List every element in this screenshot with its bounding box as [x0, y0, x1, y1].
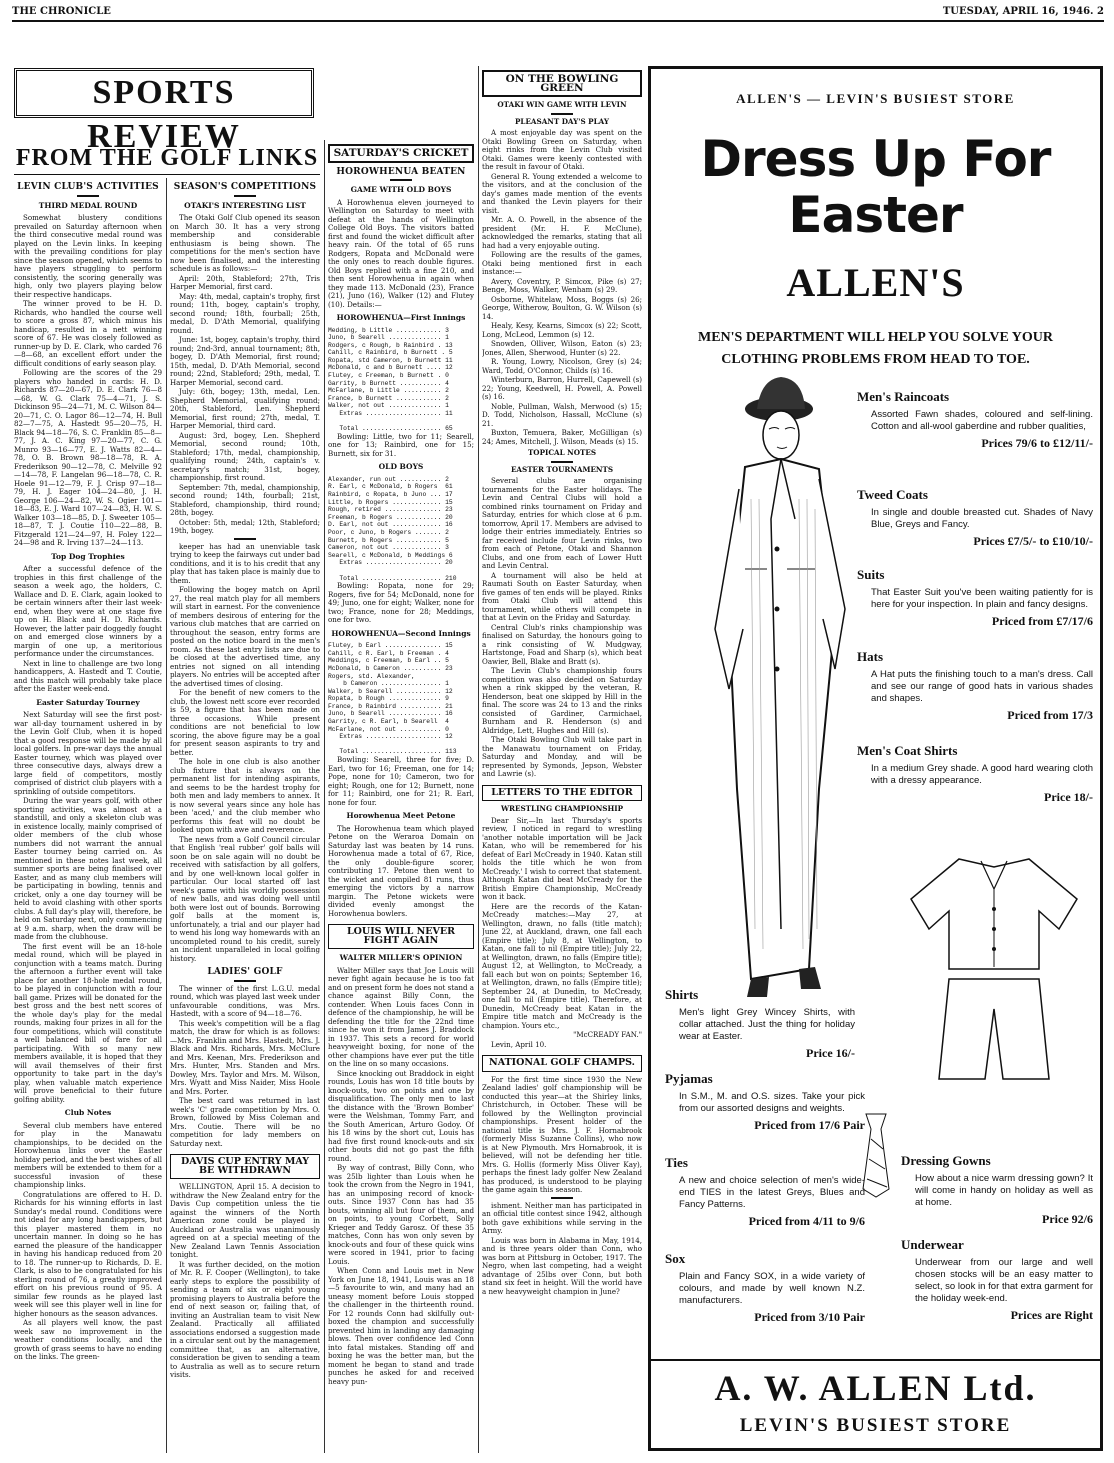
top-dog-heading: Top Dog Trophies — [51, 551, 125, 561]
article-paragraph: October: 5th, medal; 12th, Stableford; 19th, bogey. — [170, 517, 320, 535]
masthead-rule — [12, 20, 1104, 22]
result-line: Snowden, Olliver, Wilson, Eaton (s) 23; Jones, Allen, Sherwood, Hunter (s) 22. — [482, 339, 642, 357]
cricket-heading: SATURDAY'S CRICKET — [328, 144, 474, 163]
ad-item-title: Tweed Coats — [857, 487, 928, 502]
golf-levin-column — [14, 178, 162, 1453]
issue-date: TUESDAY, APRIL 16, 1946. 2 — [942, 6, 1104, 17]
letters-heading: LETTERS TO THE EDITOR — [482, 785, 642, 802]
ad-item-underwear — [901, 1239, 1093, 1321]
article-paragraph: The Horowhenua team which played Petone on the Weraroa Domain on Saturday last was beaten by 14 runs. Horowhenua made a total of 67, Rice, the only double-figure scorer, contributing 17. Petone then went to the wicket and compiled 81 runs, thus emerging the victors by a narrow margin. The Petone wickets were divided evenly amongst the Horowhenua bowlers. — [328, 823, 474, 918]
bowling-figures: Bowling: Searell, three for five; D. Earl, two for 16; Freeman, one for 14; Pope, none for 10; Cameron, two for eight; Rough, one for 12; Burnett, none for 11; Rainbird, one for 21; R. Earl, none for four. — [328, 755, 474, 807]
allens-advertisement — [648, 66, 1103, 1451]
ad-item-desc: How about a nice warm dressing gown? It will come in handy on holiday as well as at home. — [915, 1173, 1093, 1208]
article-paragraph: A tournament will also be held at Raumati South on Easter Saturday, when five games of ten ends will be played. Rinks from Otaki Club will attend this tournament, while others will compete in that at Levin on the Friday and Saturday. — [482, 570, 642, 622]
article-paragraph: A most enjoyable day was spent on the Otaki Bowling Green on Saturday, when eight rinks from the Levin Club visited Otaki. Games were keenly contested with the result in favour of Otaki. — [482, 128, 642, 171]
ad-item-price: Prices £7/5/- to £10/10/- — [973, 534, 1093, 548]
ad-banner: ALLEN'S — LEVIN'S BUSIEST STORE — [736, 91, 1015, 106]
article-paragraph: The first event will be an 18-hole medal round, which will be played in conjunction with a teams match. During the afternoon a further event will take place for another 18-hole medal round, to be played in conjunction with a four ball game. Prizes will be donated for the best gross and the best nett scores of the whole day's play for the medal rounds, making four prizes in all for the four competitions, which will constitute a well balanced bill of fare for all participating. With so many new members available, it is hoped that they will avail themselves of their first opportunity to take part in the day's play, when valuable match experience will prove beneficial to their future golfing ability. — [14, 941, 162, 1104]
raincoat-man-illustration — [659, 369, 859, 1009]
ad-item-price: Prices are Right — [1010, 1308, 1093, 1322]
ad-item-dressing-gowns — [901, 1155, 1093, 1225]
pyjamas-illustration — [899, 849, 1089, 1089]
ad-item-title: Shirts — [665, 987, 699, 1002]
article-paragraph: By way of contrast, Billy Conn, who was 25lb lighter than Louis when he took the crown from the Negro in 1941, has an unimposing record of knock-outs. Since 1937 Conn has had 35 bouts, winning all but four of them, and on points, to young Corbett, Solly Krieger and Teddy Garosz. Of these 35 matches, Conn has won only seven by knock-outs and four of these quick wins were scored in 1941, prior to facing Louis. — [328, 1163, 474, 1266]
ad-item-title: Men's Raincoats — [857, 389, 950, 404]
result-line: Osborne, Whitelaw, Moss, Boggs (s) 26; George, Witherow, Boulton, G. W. Wilson (s) 14. — [482, 294, 642, 321]
ad-item-desc: In single and double breasted cut. Shades of Navy Blue, Greys and Fancy. — [871, 507, 1093, 530]
ad-item-suits — [857, 569, 1093, 627]
article-paragraph: Somewhat blustery conditions prevailed on Saturday afternoon when the third consecutive medal round was played on the Levin links. In keeping with the prevailing conditions for play since the season opened, which seems to have players struggling to perform consistently, the scoring generally was high, only two players playing below their respective handicaps. — [14, 213, 162, 299]
ad-item-price: Price 18/- — [1044, 790, 1093, 804]
scorecard-first-innings: Medding, b Little ............ 3 Juno, b Searell .............. 1 Rodgers, c Rough, b Rainbird . 13 Cahill, c Rainbird, b Burnett . 5 Ropata, std Cameron, b Burnett 11 McDonald, c and b Burnett .... 12 Flutey, c Freeman, b Burnett . 0 Garrity, b Burnett ........... 4 McFarlane, b Little .......... 2 France, b Burnett ............ 2 Walker, not out .............. 1 Extras .................... 11 Total ..................... 65 — [328, 326, 453, 433]
ad-item-ties — [665, 1157, 865, 1227]
article-paragraph: Walter Miller says that Joe Louis will never fight again because he is too fat and on present form he does not stand a chance against Billy Conn, the contender. When Louis faces Conn in defence of the championship, he will be defending the title for the 22nd time since he won it from James J. Braddock in 1937. This sets a record for world heavyweight boxing, for none of the other champions have ever put the title on the line on so many occasions. — [328, 965, 474, 1069]
golf-heading: FROM THE GOLF LINKS — [15, 145, 319, 171]
article-paragraph: Congratulations are offered to H. D. Richards for his winning efforts in last Sunday's medal round. Conditions were not ideal for any long handicappers, but this player mastered them in no uncertain manner. In doing so he has earned the pleasure of the handicapper in having his handicap reduced from 20 to 18. The runner-up to Richards, D. E. Clark, is also to be congratulated for his sterling round of 76, a greatly improved effort on his previous round of 95. A similar few rounds as he played last week will see this player well in line for higher honours as the season advances. — [14, 1189, 162, 1318]
article-paragraph: Louis was born in Alabama in May, 1914, and is three years older than Conn, who was born at Pittsburg in October, 1917. The Negro, when last competing, had a weight advantage of 25lbs over Conn, but both stand six feet in height. Will the world have a new heavyweight champion in June? — [482, 1235, 642, 1296]
article-paragraph: The winner proved to be H. D. Richards, who handled the course well to score a gross 87, which minus his handicap, resulted in a nett winning score of 67. He was closely followed as runner-up by D. E. Clark, who carded 76—8—68, an excellent effort under the difficult conditions of early season play. — [14, 299, 162, 368]
club-notes-heading: Club Notes — [64, 1108, 112, 1117]
article-paragraph: The best card was returned in last week's 'C' grade competition by Mrs. O. Brown, followed by Miss Coleman and Mrs. Coutie. There will be no competition for lady members on Saturday next. — [170, 1096, 320, 1148]
scorecard-second-innings: Flutey, b Earl ............... 15 Cahill, c R. Earl, b Freeman . 4 Meddings, c Freeman, b Earl .. 5 McDonald, b Cameron .......... 23 Rogers, std. Alexander, b Cameron ................ 1 Walker, b Searell ............ 12 Ropata, b Rough .............. 9 France, b Rainbird ........... 21 Juno, b Searell .............. 16 Garrity, c R. Earl, b Searell 4 McFarlane, not out ........... 0 Extras .................... 12 Total ..................... 113 — [328, 642, 457, 756]
old-boys-game-heading: GAME WITH OLD BOYS — [350, 185, 452, 194]
result-line: Avery, Coventry, P. Simcox, Pike (s) 27; Benge, Moss, Walker, Wenham (s) 29. — [482, 276, 642, 294]
otaki-win-heading: OTAKI WIN GAME WITH LEVIN — [497, 100, 627, 109]
easter-tourney-heading: Easter Saturday Tourney — [36, 697, 140, 707]
article-paragraph: A Horowhenua eleven journeyed to Wellington on Saturday to meet with defeat at the hands of Wellington College Old Boys. The visitors batted first and found the wicket difficult after heavy rain. Of the total of 65 runs Rodgers, Ropata and McDonald were the only ones to reach double figures. Old Boys replied with a fine 210, and then sent Horowhenua in again when they made 113. McDonald (23), France (21), Juno (16), Walker (12) and Flutey (10). Details:— — [328, 197, 474, 309]
ad-item-price: Priced from 17/6 Pair — [754, 1118, 865, 1132]
divider — [77, 195, 99, 197]
result-line: R. Young, Lowry, Nicolson, Grey (s) 24; Ward, Todd, O'Connor, Childs (s) 16. — [482, 357, 642, 375]
ad-item-price: Price 16/- — [806, 1046, 855, 1060]
article-paragraph: Mr. A. O. Powell, in the absence of the president (Mr. H. F. McClune), acknowledged the remarks, stating that all had had a very enjoyable outing. — [482, 215, 642, 250]
article-paragraph: Next Saturday will see the first post-war all-day tournament ushered in by the Levin Golf Club, when it is hoped that a good response will be made by all local golfers. In pre-war days the annual Easter tourney, which was played over three consecutive days, always drew a large field of competitors, mostly comprised of district club players with a sprinkling of outside competitors. — [14, 710, 162, 796]
ad-headline: Dress Up For Easter — [700, 130, 1051, 244]
result-line: Buxton, Temuera, Baker, McGilligan (s) 24; Ames, Mitchell, J. Wilson, Meads (s) 15. — [482, 428, 642, 446]
article-paragraph: July: 6th, bogey; 13th, medal, Len. Shepherd Memorial, qualifying round; 20th, Stableford, Len. Shepherd Memorial, first round; 27th, medal, T. Harper Memorial, third card. — [170, 387, 320, 430]
letter-place: Levin, April 10. — [491, 1039, 547, 1049]
golf-heading-rule — [14, 174, 320, 175]
national-golf-heading: NATIONAL GOLF CHAMPS. — [482, 1055, 642, 1072]
ad-item-coat-shirts — [857, 745, 1093, 803]
column-rule — [166, 178, 167, 1453]
bowling-figures: Bowling: Ropata, none for 29; Rogers, five for 54; McDonald, none for 49; Juno, one for eight; Walker, none for two; France, none for 28; Meddings, one for two. — [328, 581, 474, 625]
ad-item-price: Priced from £7/17/6 — [991, 614, 1093, 628]
easter-tournaments-heading: EASTER TOURNAMENTS — [510, 464, 614, 474]
ad-brand: ALLEN'S — [786, 260, 965, 305]
article-paragraph: The Otaki Bowling Club will take part in the Manawatu tournament on Friday, Saturday and Monday, and will be represented by Symonds, Jepson, Webster and Lawrie (s). — [482, 735, 642, 778]
column-rule — [478, 66, 479, 1453]
otaki-list-heading: OTAKI'S INTERESTING LIST — [184, 200, 306, 210]
article-paragraph: During the war years golf, with other sporting activities, was almost at a standstill, and only a skeleton club was in existence locally, mainly comprised of older members of the club whose numbers did not warrant the annual Easter tourney being carried on. As mentioned in these notes last week, all summer sports are being finalised over Easter, and as many club members will be participating in bowling, tennis and cricket, only a one day tourney will be held to avoid clashing with other sports clubs. A full day's play will, therefore, be held on Saturday next, only commencing at 9 a.m. sharp, when the draw will be made from the clubhouse. — [14, 796, 162, 941]
ad-company-rule — [651, 1359, 1100, 1361]
horowhenua-beaten-heading: HOROWHENUA BEATEN — [336, 166, 466, 177]
article-paragraph: The winner of the first L.G.U. medal round, which was played last week under unfavourable conditions, was Mrs. Hastedt, with a score of 94—18—76. — [170, 983, 320, 1018]
ad-item-price: Prices 79/6 to £12/11/- — [981, 436, 1093, 450]
old-boys-heading: OLD BOYS — [378, 462, 424, 472]
ad-company-slogan: LEVIN'S BUSIEST STORE — [739, 1415, 1012, 1436]
ad-item-price: Priced from 4/11 to 9/6 — [748, 1214, 865, 1228]
ad-item-desc: In a medium Grey shade. A good hard wearing cloth with a dressy appearance. — [871, 763, 1093, 786]
topical-notes-heading: TOPICAL NOTES — [527, 448, 597, 457]
season-competitions-heading: SEASON'S COMPETITIONS — [173, 182, 317, 192]
column-rule — [324, 140, 325, 1453]
ad-company-name: A. W. ALLEN Ltd. — [714, 1368, 1037, 1408]
sports-review-title: SPORTS REVIEW — [14, 68, 314, 118]
article-paragraph: Central Club's rinks championship was finalised on Saturday, the honours going to a rink consisting of W. Mudgway, Hartstonge, Foad and Sharp (s), which beat Oawier, Bell, Blake and Bratt (s). — [482, 622, 642, 666]
article-paragraph: General R. Young extended a welcome to the visitors, and at the conclusion of the day's games made mention of the events and thanked the Levin players for their visit. — [482, 171, 642, 215]
levin-club-heading: LEVIN CLUB'S ACTIVITIES — [17, 182, 159, 192]
ad-item-desc: That Easter Suit you've been waiting patiently for is here for your inspection. In plain and fancy designs. — [871, 587, 1093, 610]
ad-item-title: Underwear — [901, 1237, 964, 1252]
article-paragraph: Following are the scores of the 29 players who handed in cards: H. D. Richards 87—20—67, D. E. Clark 76—8—68, W. G. Clark 75—4—71, J. S. Dickinson 95—24—71, M. C. Wilson 84—20—71, C. O. Lagor 86—12—74, H. Bull 82—7—75, A. Hastedt 95—20—75, H. Black 94—18—76, S. C. Franklin 85—8—77, J. A. C. King 97—20—77, C. G. Munro 93—16—77, E. J. Watts 82—4—78, O. B. Brown 98—18—78, R. A. Frederikson 90—12—78, C. Melville 92—14—78, F. Langelan 96—18—78, C. R. Hoele 91—12—79, F. J. Crisp 97—18—79, H. J. Eager 104—24—80, J. H. George 106—24—82, W. S. Ogier 101—18—83, E. J. Ward 107—24—83, H. W. S. Walker 103—18—85, D. J. Sweeter 105—18—87, T. J. Coutie 110—22—88, B. Fitzgerald 121—24—97, H. Foley 122—24—98 and R. Irving 137—24—113. — [14, 368, 162, 547]
article-paragraph: Next in line to challenge are two long handicappers, A. Hastedt and T. Coutie, and this match will probably take place after the Easter week-end. — [14, 658, 162, 693]
divider — [551, 113, 573, 115]
article-paragraph: The Otaki Golf Club opened its season on March 30. It has a very strong membership and considerable enthusiasm is being shown. The competitions for the men's section have now been finalised, and the interesting schedule is as follows:— — [170, 213, 320, 273]
bowling-heading: ON THE BOWLING GREEN — [482, 70, 642, 97]
article-paragraph: Several club members have entered for play in the Manawatu championships, to be decided on the Horowhenua links over the Easter holiday period, and the best wishes of all members will be extended to them for a successful invasion of these championship links. — [14, 1120, 162, 1189]
article-paragraph: September: 7th, medal, championship, second round; 14th, fourball; 21st, Stableford, championship, third round; 28th, bogey. — [170, 482, 320, 517]
result-line: Noble, Pullman, Walsh, Merwood (s) 15; D. Todd, Nicholson, Hassall, McClune (s) 21. — [482, 401, 642, 428]
ad-item-pyjamas — [665, 1073, 865, 1131]
article-paragraph: Several clubs are organising tournaments for the Easter holidays. The Levin and Central Clubs will hold a combined rinks tournament on Friday and Saturday, entries for which close at 6 p.m. tomorrow, April 17. Members are advised to lodge their entries immediately. Entries so far received include four Levin rinks, two from each of Petone, Otaki and Shannon Clubs, and one from each of Lower Hutt and Levin Central. — [482, 476, 642, 570]
ad-item-price: Priced from 3/10 Pair — [754, 1310, 865, 1324]
ad-item-desc: Underwear from our large and well chosen stocks will be an easy matter to select, so look in for that extra garment for the holiday week-end. — [915, 1257, 1093, 1304]
ad-item-raincoats — [857, 391, 1093, 449]
paper-name: THE CHRONICLE — [12, 6, 111, 17]
ad-item-title: Hats — [857, 649, 883, 664]
article-paragraph: keeper has had an unenviable task trying to keep the fairways cut under bad conditions, and it is to his credit that any play that has taken place is mainly due to them. — [170, 541, 320, 585]
masthead — [12, 6, 1104, 20]
second-innings-heading: HOROWHENUA—Second Innings — [331, 628, 471, 638]
article-paragraph: WELLINGTON, April 15. A decision to withdraw the New Zealand entry for the Davis Cup competition unless the tie against the winners of the North American zone could be played in Auckland or Australia was unanimously agreed on at a special meeting of the New Zealand Lawn Tennis Association tonight. — [170, 1182, 320, 1259]
ad-item-tweed-coats — [857, 489, 1093, 547]
page-number: 2 — [1097, 6, 1104, 17]
article-paragraph: Since knocking out Braddock in eight rounds, Louis has won 18 title bouts by knock-outs, two on points and one by disqualification. The only men to last the distance with the 'Brown Bomber' were the Welshman, Tommy Farr, and the South American, Arturo Godoy. Of his 18 wins by the short cut, Louis has had five first round knock-outs and six other bouts did not go past the fifth round. — [328, 1068, 474, 1163]
article-paragraph: ishment. Neither man has participated in an official title contest since 1942, although both gave exhibitions while serving in the Army. — [482, 1200, 642, 1235]
letter-signature: "McCREADY FAN." — [573, 1030, 642, 1039]
ad-item-desc: Plain and Fancy SOX, in a wide variety of colours, and made by well known N.Z. manufacturers. — [679, 1271, 865, 1306]
article-paragraph: It was further decided, on the motion of Mr. R. F. Cooper (Wellington), to take early steps to explore the possibility of sending a team of six or eight young promising players to Australia before the end of next season or, failing that, of inviting an Australian team to visit New Zealand. Practically all affiliated associations endorsed a suggestion made in a circular sent out by the management committee that, as an alternative, consideration be given to sending a team to Australia as well as to secure return visits. — [170, 1259, 320, 1379]
article-paragraph: May: 4th, medal, captain's trophy, first round; 11th, bogey, captain's trophy, second round; 18th, fourball; 25th, medal, D. D'Ath Memorial, qualifying round. — [170, 291, 320, 335]
bowling-column — [482, 66, 642, 1453]
article-paragraph: After a successful defence of the trophies in this first challenge of the season a week ago, the holders, C. Wallace and D. E. Clark, again looked to be certain winners after their last week-end, when they were at one stage five up on H. Black and H. D. Richards. However, the latter pair doggedly fought on and emerged close winners by a margin of one up, a meritorious performance under the circumstances. — [14, 564, 162, 658]
article-paragraph: August: 3rd, bogey, Len. Shepherd Memorial, second round; 10th, Stableford; 17th, medal, championship, qualifying round; 24th, captain's v. secretary's match; 31st, bogey, championship, first round. — [170, 430, 320, 482]
ad-item-title: Ties — [665, 1155, 688, 1170]
petone-heading: Horowhenua Meet Petone — [346, 811, 456, 821]
ad-item-hats — [857, 651, 1093, 721]
article-paragraph: The news from a Golf Council circular that English 'real rubber' golf balls will soon be on sale again will no doubt be received with satisfaction by all golfers, and by one well-known local golfer in particular. Our local started off last week's game with his worldly possession of new balls, and was doing well until both were lost out of bounds. Borrowing golf balls at the moment is, unfortunately, a trial and our player had to wend his long way homewards with an uncompleted round to his credit, surely an incident unparalleled in local golfing history. — [170, 834, 320, 963]
ad-item-title: Men's Coat Shirts — [857, 743, 958, 758]
ad-item-desc: Assorted Fawn shades, coloured and self-lining. Cotton and all-wool gaberdine and rubber qualities, — [871, 409, 1093, 432]
ad-item-title: Sox — [665, 1251, 686, 1266]
ad-item-desc: A new and choice selection of men's wide-end TIES in the latest Greys, Blues and Fancy Patterns. — [679, 1175, 865, 1210]
article-paragraph: As all players well know, the past week saw no improvement in the weather conditions locally, and the growth of grass seems to have no ending on the links. The green- — [14, 1318, 162, 1361]
ad-item-title: Suits — [857, 567, 885, 582]
golf-otaki-column — [170, 178, 320, 1453]
divider — [551, 1197, 573, 1199]
wrestling-heading: WRESTLING CHAMPIONSHIP — [500, 804, 624, 813]
article-paragraph: Following the bogey match on April 27, the real match play for all members will start in earnest. For the convenience of members desirous of entering for the various club matches that are carried on throughout the season, entry forms are posted on the notice board in the men's room. As these last entry lists are due to be closed at the advertised time, any entries not signed on all intending players. No entries will be accepted after the advertised times of closing. — [170, 585, 320, 688]
article-paragraph: June: 1st, bogey, captain's trophy, third round; 2nd-3rd, annual tournament; 8th, bogey, D. D'Ath Memorial, first round; 15th, medal, D. D'Ath Memorial, second round; 22nd, Stableford; 29th, medal, T. Harper Memorial, second card. — [170, 335, 320, 387]
louis-heading: LOUIS WILL NEVER FIGHT AGAIN — [328, 924, 474, 949]
article-paragraph: When Conn and Louis met in New York on June 18, 1941, Louis was an 18—5 favourite to win, and many had an uneasy moment before Louis stopped the challenger in the thirteenth round. For 12 rounds Conn had skilfully out-boxed the champion and successfully prevented him in landing any damaging blows. Then over confidence led Conn into fatal mistakes. Standing off and boxing he was the better man, but the moment he began to stand and trade punches he asked for and received heavy pun- — [328, 1266, 474, 1386]
article-paragraph: The hole in one club is also another club fixture that is always on the permanent list for intending aspirants, and seems to be the hardest trophy for both men and lady members to annex. It is now several years since any hole has been 'aced,' and the club member who performs this feat will no doubt be looked upon with awe and reverence. — [170, 757, 320, 834]
divider — [234, 195, 256, 197]
ad-item-desc: A Hat puts the finishing touch to a man's dress. Call and see our range of good hats in various shades and shapes. — [871, 669, 1093, 704]
article-paragraph: For the first time since 1930 the New Zealand ladies' golf championship will be conducted this year—at the Shirley links, Christchurch, in October. These will be followed by the Wellington provincial championships. Present holder of the national title is Mrs. J. F. Hornabrook (formerly Miss Suzanne Collins), who now is at New Plymouth. Mrs Hornabrook, it is believed, will not be defending her title. Mrs. G. Hollis (formerly Miss Oliver Kay), perhaps the finest lady golfer New Zealand has produced, is understood to be playing the game again this season. — [482, 1074, 642, 1194]
result-line: Healy, Kesy, Kearns, Simcox (s) 22; Scott, Long, McLeod, Lemmon (s) 12. — [482, 321, 642, 339]
divider — [551, 461, 573, 463]
third-medal-heading: THIRD MEDAL ROUND — [38, 200, 138, 210]
article-paragraph: April: 20th, Stableford; 27th, Tris Harper Memorial, first card. — [170, 273, 320, 291]
result-line: Winterburn, Barron, Hurrell, Capewell (s) 22; Young, Keedwell, H. Powell, A. Powell (s) 16. — [482, 375, 642, 401]
article-paragraph: Dear Sir,—In last Thursday's sports review, I noticed in regard to wrestling 'another notable importation will be Jack Katan, who will be remembered for his defeat of Earl McCready in 1940. Katan still holds the title which he won from McCready.' I wish to correct that statement. Although Katan did beat McCready for the British Empire Championship, McCready won it back. — [482, 815, 642, 901]
davis-cup-heading: DAVIS CUP ENTRY MAY BE WITHDRAWN — [170, 1154, 320, 1179]
divider — [234, 980, 256, 982]
ad-item-shirts — [665, 989, 855, 1059]
article-paragraph: Following are the results of the games, Otaki being mentioned first in each instance:— — [482, 250, 642, 276]
ad-tagline: MEN'S DEPARTMENT WILL HELP YOU SOLVE YOUR CLOTHING PROBLEMS FROM HEAD TO TOE. — [697, 330, 1054, 367]
ad-item-sox — [665, 1253, 865, 1323]
divider — [390, 179, 412, 181]
pleasant-day-heading: PLEASANT DAY'S PLAY — [515, 116, 609, 126]
first-innings-heading: HOROWHENUA—First Innings — [336, 313, 466, 322]
bowling-figures: Bowling: Little, two for 11; Searell, one for 13; Rainbird, one for 15; Burnett, six for 31. — [328, 431, 474, 458]
divider — [234, 538, 256, 540]
cricket-column — [328, 140, 474, 1453]
article-paragraph: For the benefit of new comers to the club, the lowest nett score ever recorded is 59, a figure that has been made on three occasions. While present conditions are not beneficial to low scoring, the above figure may be a goal for present season aspirants to try and better. — [170, 688, 320, 757]
article-paragraph: Here are the records of the Katan-McCready matches:—May 27, at Wellington, drawn, no falls (title match); June 22, at Auckland, drawn, one fall each (Empire title); July 8, at Wellington, to Katan, one fall to nil (Empire title); July 22, at Wellington, drawn, no falls (Empire title); August 12, at Wellington, to McCready, a fall each but won on points; September 16, at Wellington, drawn, no falls (Empire title); September 24, at Dunedin, to McCready, one fall to nil (Empire title). Therefore, at Dunedin, McCready beat Katan in the Empire title match and McCready is the champion. Yours etc., — [482, 901, 642, 1030]
ad-item-price: Price 92/6 — [1042, 1212, 1093, 1226]
ad-item-desc: In S.M., M. and O.S. sizes. Take your pick from our assorted designs and weights. — [679, 1091, 865, 1114]
ad-item-price: Priced from 17/3 — [1007, 708, 1093, 722]
ad-item-desc: Men's light Grey Wincey Shirts, with collar attached. Just the thing for holiday wear at Easter. — [679, 1007, 855, 1042]
article-paragraph: This week's competition will be a flag match, the draw for which is as follows:—Mrs. Franklin and Mrs. Hastedt, Mrs. J. Black and Mrs. Richards, Mrs. McClure and Mrs. Keenan, Mrs. Frederikson and Mrs. Hunter, Mrs. Standen and Mrs. Dowley, Mrs. Taylor and Mrs. M. Wilson, Mrs. Wyatt and Miss Naider, Miss Hoole and Mrs. Porter. — [170, 1018, 320, 1096]
article-paragraph: The Levin Club's championship fours competition was also decided on Saturday when a rink skipped by the veteran, R. Henderson, beat one skipped by Hill in the final. The score was 24 to 13 and the rinks consisted of Gardiner, Carmichael, Burnham and R. Henderson (s) and Aldridge, Lett, Hughes and Hill (s). — [482, 666, 642, 735]
ad-item-title: Pyjamas — [665, 1071, 713, 1086]
ad-item-title: Dressing Gowns — [901, 1153, 991, 1168]
walter-miller-heading: WALTER MILLER'S OPINION — [339, 953, 463, 963]
ladies-golf-heading: LADIES' GOLF — [207, 967, 283, 977]
scorecard-old-boys: Alexander, run out ........... 2 R. Earl, c McDonald, b Rogers 61 Rainbird, c Ropata, b Juno ... 17 Little, b Rogers ............. 15 Rough, retired ............... 23 Freeman, b Rogers ............ 20 D. Earl, not out ............. 16 Poor, c Juno, b Rogers ....... 2 Burnett, b Rogers ............ 5 Cameron, not out ............. 3 Searell, c McDonald, b Meddings 6 Extras .................... 20 Total ..................... 210 — [328, 475, 457, 582]
